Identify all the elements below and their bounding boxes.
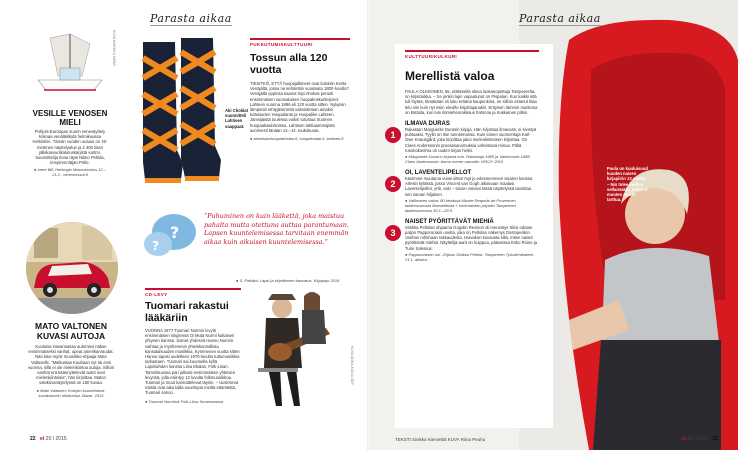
mato-bullet: ● Mato Valtonen: Kotujen kuunteitanst, kuvakokoelo oikotuolsa. Bazar. 2015 (36, 387, 106, 398)
tossu-body: TIESITKÖ, ETTÄ huopajalkineet ovat kotoisin Keski-Venäjältä, jossa ne kehitettiin vuosisata 1800-luvulla? Venäjällä oppinsa saanut Sipi Ahokas perusti ensimmäisen suomalaisen huopakoskurileijonoi Lahteen vuonna 1896 eli 120 vuotta sitten. Nykyisin lämpimiä tehtyjäsiirrettä valmistetaan ainakin tuttuisarien Huopalanta ja Huopalike Lahteen. Jämsijäistä tuulessa voikin tutustua Suomen huopaakasiivkoissa. Lahtisen lahtiaammajistä avoimesti tänään 13.–14. toukokuuta. (250, 81, 349, 133)
tossu-article (250, 38, 350, 141)
item-title: ILMAVA DURAS (405, 121, 450, 128)
mato-body: Kuuluisa Havannassa automies näkee ensimmäiseksi vanhat, upeat amerikanraudat. Nän kävi myös muusikko-ohjaaja Mato Valtoselle. “Matkustaa Kuubaan nyt tai ensi vuonna, sillä ei ole mielenkiintoa autoja. Silloin vanhat erä käännyttelevät autot ovat mielenkiintoisia”, hän kirjoittaa. Maton valokuvanäytelyssä on 150 kuvaa. (27, 344, 115, 386)
tuomari-body: VUONNA 1977 Tuomari Nurmio levytti ensimmäisen singlensä Oi Muta Nurmi kultaisen yhtyeen kanssa. Sainut yhdessä Hannu Nurmio vaihtaa ja myöhemmin yhteiskunnallisia, kansalaisuuden musiikkia. Kymmenen vuotta sitten Hannu tapasi uudelleen 1970-luvulta tuttumusiikkia tarkastaen. Tuomari sai kuunnella kyllä Lapinlahden kanssa Liisa Ekalan, Folk-Lisan. Tammikuussa pari julkaisi ensimmäisen yhteisen levynsä, jolla esiintyy 12 luvulta folkmuusikkoa. Tuomari ja muut kannattelevat täysin. – Uusimmat näistä ovat aika lailla suurimpia meiltä ettämästä, Tuomari sanoo. (145, 328, 240, 396)
musicians-svg (246, 288, 348, 418)
quote-text: “Puhuminen on kuin lääkettä, joka maistuu pahalta mutta otettuna auttaa parantumaan. Lapsen kuuntelemisessa tarvitaan enemmän aikaa kuin aikuisen kuuntelemisessa.” (204, 212, 349, 246)
item-bullet: ● Pappororasen uni. Ohjaus Sinikka Peltola. Tampereen Työväenteatteri. 21.1. alkaen. (405, 251, 535, 262)
item-2 (390, 170, 539, 213)
photo-caption: Paula on kuuluisuud kuuden naisen kirjapiirin 13 vuotta. – Nin tulee luettua sellaistakin, mihin ei muuten osaisi tarttua. (607, 166, 648, 203)
number-badge: 1 (385, 127, 401, 143)
page-number: 22 (30, 436, 36, 442)
page-header (519, 12, 601, 25)
item-body: Rakastan Marguerite Durasin kirjoja. Hän kirjoittaa ilmavasti, ei sivistyä puhtaaksi. Tyylin on itse tunnelmansa. Kuin toinen suomentaja Karl-Owe Knausgård, joka kirjoittaa jakoi mielenkiintoisen kirjoittaa. On Claes Anderssonin proosasanomuksia vahvistava minua. Pitkä runokokoelma on uuden kirjan helmi. (405, 127, 537, 153)
magazine-logo: et (39, 436, 45, 442)
car-photo (26, 222, 118, 314)
svg-text:?: ? (152, 239, 159, 253)
item-body: Kävimme muutama vuosi sitten myt jo edesmenneen sisaren kanssa Arlesin kylässä, jossa Vincent van Gogh aikoinaan maalasi. Laventelipellot, yrtit, valo – toivon voivani tässä näyttelyssä tavoittaa sen saman hiljaisen. (405, 176, 533, 197)
item-body: Sinikka Peltolan ohjaama Gogolin Revisori oli menestys Siksi odotan paljon Pappororasin unelta, joka on Peltolan näkemys Dostojevskin Vanhan ruhtinaan rakkaudesta. Huivakon kuvausta sillä, miten naiset pyörittävät miehiä. Näyttelijä-aarit on huippua, pääosissa Esko Roine ja Tuire Salenius. (405, 224, 537, 251)
tossu-title: Tossun alla 120 vuotta (250, 52, 328, 76)
musicians-photo (246, 288, 348, 418)
issue-number: 20 / 2015 (687, 436, 709, 442)
tuomari-article (145, 288, 241, 404)
boat-image (30, 30, 110, 102)
vesille-body: Pohjois-Euroopan suurin veneväyttely kokoaa venäläiskylä helmikuussa Helsinkiin. Tämän vuoden uutuus on 40-metrinen näyttelyalue ja 2 400 liiran jälkikasvuolkalutuskärjistä vartmi. Suunnittelija Ilona täysi Nikko Peltola, lempirenntäjän Pelto. (32, 129, 108, 166)
issue-number: 20 / 2015 (45, 436, 67, 442)
item-title: OI, LAVENTELIPELLOT (405, 170, 472, 177)
page-header (150, 12, 232, 25)
mato-title: MATO VALTONEN KUVASI AUTOJA (35, 321, 107, 341)
number-badge: 2 (385, 176, 401, 192)
item-1 (390, 121, 539, 165)
boots-caption: Aki Choklat suunnitteli Lahtisen saappaat. (225, 108, 249, 129)
boots-svg (137, 38, 221, 186)
header-text: Parasta aikaa (150, 12, 232, 25)
article-intro: PAULA OLKKONEN, 65, eläkkeellä oleva luokanopettaja Tampereelta, on kirjatoukka. – Se jonkin lajin vapautunut on Pispalan. Kun kaikki sitä tuli löytää, tämäkään oli luku eräänä kaupunkina, en silloin ostanut tilaa lelu niin kuin nyt esiin eleville kirjoittajanakin. Erityisen lämmin muistona on Bistoila, kun luin ilomiehenrakkaus hahmoa ja Kukkainen pitkin. (405, 89, 538, 115)
vesille-bullet: ● Irene Bill, Helsingin Messukeskus 12.–21.2., venemessut.fi (33, 167, 106, 178)
musicians-credit: KUVA ANNA-KAISA SEP (350, 346, 354, 385)
tuomari-title: Tuomari rakastui lääkäriin (145, 300, 229, 324)
right-footer (681, 436, 718, 442)
tossu-bullet: ● ahokkaanhuopatehdas.fi, huopalondai.fi, lahtisen.fi (250, 136, 344, 142)
left-footer (30, 436, 67, 442)
vesille-title: VESILLE VENOSEN MIELI (32, 109, 108, 127)
header-text: Parasta aikaa (519, 12, 601, 25)
tuomari-kicker: CD-LEVY (145, 288, 241, 297)
number-badge: 3 (385, 225, 401, 241)
speech-bubble-icon (140, 210, 200, 266)
tuomari-bullet: ● Tuomari Nurmio& Folk-Liisa: Ihmemaassa (145, 398, 223, 404)
item-3 (390, 218, 539, 262)
tossu-kicker: PUKEUTUMISKULTTUURI (250, 38, 350, 47)
article-card (390, 44, 553, 428)
quote-box (138, 204, 358, 283)
photo-credit: KUVA MARKKU NIEMI (112, 30, 116, 66)
vesille-block (30, 30, 110, 178)
item-bullet: ● Vallimaren valoa: 80 kesässä Musée Reqords de Provencen taidemuseosta Marseilleista + korkmaisten pöydän Tampereen taidemuseossa 30.1.–29.5. (405, 197, 516, 213)
car-image (26, 222, 118, 314)
magazine-logo: et (681, 436, 686, 442)
right-page (369, 0, 738, 450)
felt-boots-image (137, 38, 221, 186)
item-title: NAISET PYÖRITTÄVÄT MIEHIÄ (405, 218, 494, 225)
mato-block (26, 322, 116, 398)
article-title: Merellistä valoa (405, 69, 495, 83)
culture-kicker: KULTTUURIKULKURI (405, 50, 539, 59)
item-bullet: ● Marguerite Duras'n kirjasta mm. Rakastaja 1985 ja Vankomurit 1988. Claes Anderssonin: Aamu meren rannalla. WSOY 2015 (405, 154, 531, 165)
photo-credits: TEKSTI Sinikka Kiemettiä KUVA Riina Peuhu (395, 437, 486, 442)
quote-source: ● S. Pelkäoi: Lapsi ja kirjoittimien kasvatus. Kirjapajo 2016 (236, 278, 340, 283)
page-number: 23 (712, 436, 718, 442)
svg-text:?: ? (170, 223, 180, 242)
